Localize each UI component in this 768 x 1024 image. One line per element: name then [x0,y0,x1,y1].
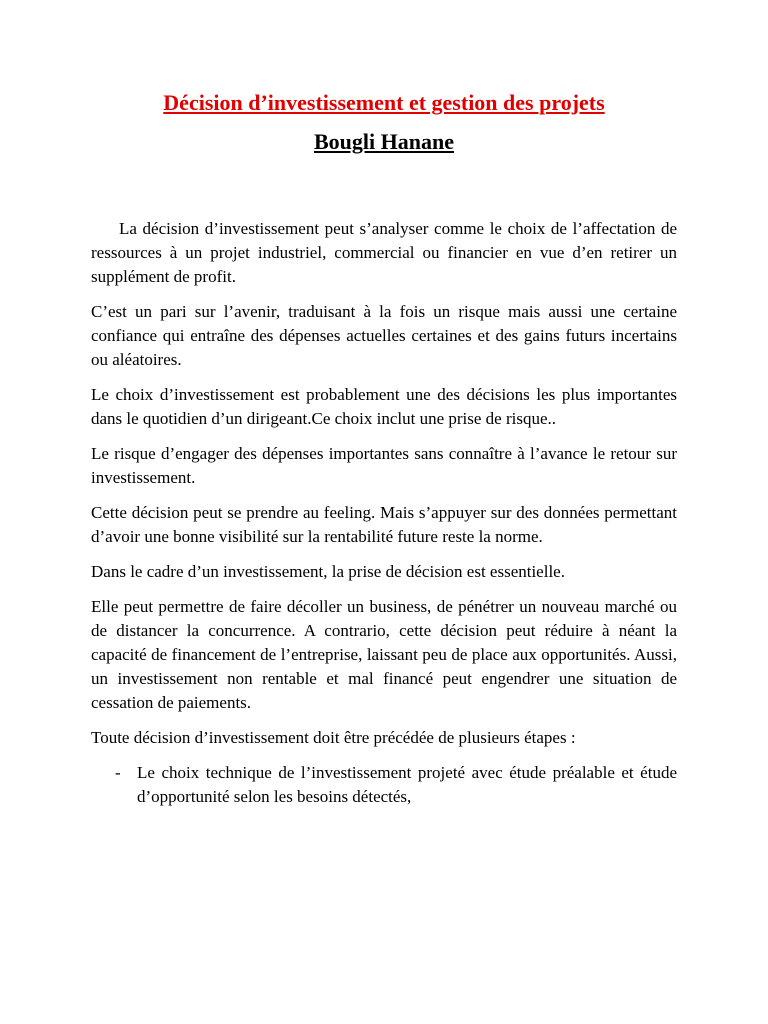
paragraph: Elle peut permettre de faire décoller un business, de pénétrer un nouveau marché ou de distancer la concurrence. A contrario, cette décision peut réduire à néant la capacité de financement de l’entreprise, laissant peu de place aux opportunités. Aussi, un investissement non rentable et mal financé peut engendrer une situation de cessation de paiements. [91,597,677,712]
list-item-text: Le choix technique de l’investissement projeté avec étude préalable et étude d’opportunité selon les besoins détectés, [137,763,677,806]
document-author: Bougli Hanane [314,129,454,154]
paragraph: La décision d’investissement peut s’analyser comme le choix de l’affectation de ressources à un projet industriel, commercial ou financier en vue d’en retirer un supplément de profit. [91,219,677,286]
paragraph: Le choix d’investissement est probablement une des décisions les plus importantes dans le quotidien d’un dirigeant.Ce choix inclut une prise de risque.. [91,385,677,428]
paragraph: C’est un pari sur l’avenir, traduisant à la fois un risque mais aussi une certaine confiance qui entraîne des dépenses actuelles certaines et des gains futurs incertains ou aléatoires. [91,302,677,369]
steps-list [91,761,677,809]
document-body [91,217,677,809]
list-item [91,761,677,809]
bullet-dash: - [115,763,121,782]
paragraph: Dans le cadre d’un investissement, la prise de décision est essentielle. [91,562,565,581]
paragraph: Toute décision d’investissement doit être précédée de plusieurs étapes : [91,728,576,747]
paragraph: Le risque d’engager des dépenses importantes sans connaître à l’avance le retour sur investissement. [91,444,677,487]
document-title: Décision d’investissement et gestion des projets [163,90,605,115]
paragraph: Cette décision peut se prendre au feeling. Mais s’appuyer sur des données permettant d’avoir une bonne visibilité sur la rentabilité future reste la norme. [91,503,677,546]
